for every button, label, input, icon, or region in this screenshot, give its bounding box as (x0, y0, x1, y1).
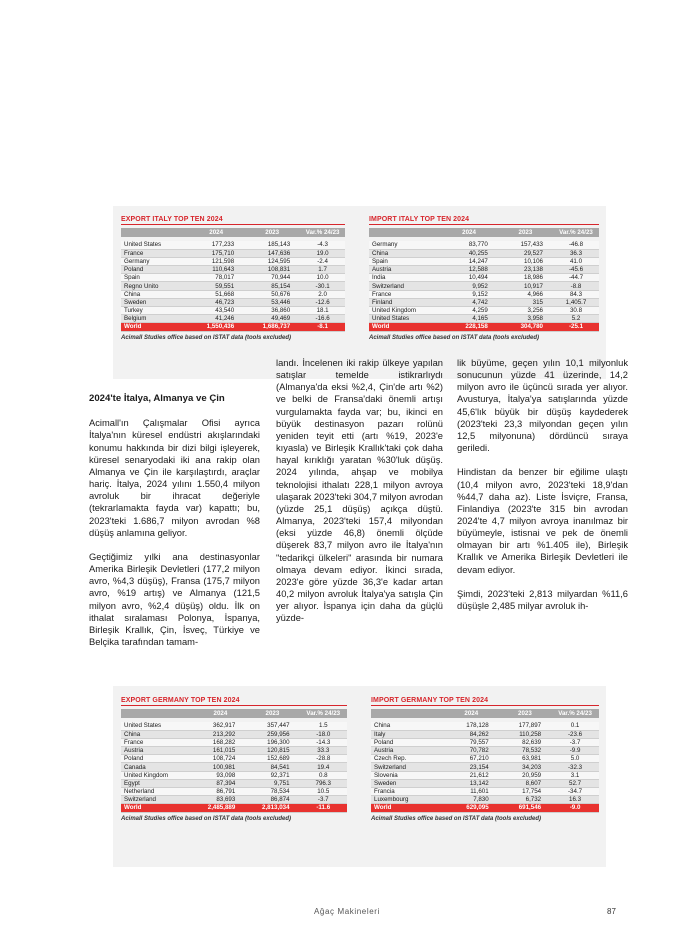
table-row (369, 274, 599, 282)
country-cell: India (369, 274, 440, 282)
country-cell: Switzerland (371, 763, 444, 771)
table-row (121, 779, 347, 787)
table-row (371, 747, 599, 755)
value-cell: 43,540 (188, 307, 244, 315)
article-column-1 (89, 393, 260, 648)
country-cell: United States (121, 722, 196, 730)
value-cell: 70,944 (244, 274, 300, 282)
value-cell: 53,446 (244, 298, 300, 306)
value-cell: 84.3 (553, 290, 599, 298)
country-cell: Germany (369, 241, 440, 249)
table-row (369, 315, 599, 323)
value-cell: 93,098 (196, 771, 246, 779)
value-cell: 10.0 (300, 274, 345, 282)
value-cell: -23.6 (551, 730, 599, 738)
value-cell: 36,860 (244, 307, 300, 315)
value-cell: 14,247 (440, 257, 498, 265)
paragraph: landı. İncelenen iki rakip ülkeye yapılan satışlar temelde istikrarlıydı (Almanya'da eksi %2,4, Çin'de artı %2) ve belki de Fransa'daki önemli artışı vurgulamakta fayda var; bu, ikinci en büyük destinasyon pazarı rolünü yeniden teyit etti (artı %19, 2023'e kıyasla) ve Birleşik Krallık'taki çok daha hayal kırıklığı yaratan %30'luk düşüş. 2024 yılında, ahşap ve mobilya teknolojisi ithalatı 228,1 milyon avroya ulaşarak 2023'teki 304,7 milyon avrodan (yüzde 25,1 düşüş) açıkça düştü. Almanya, 2023'teki 157,4 milyondan (eksi yüzde 46,8) önemli ölçüde düşerek 83,7 milyon avro ile İtalya'nın "tedarikçi ülkeleri" arasında bir numara olmaya devam ediyor. İkinci sırada, 2023'e göre yüzde 36,3'e kadar artan 40,2 milyon avroluk İtalya'ya satışla Çin yer alıyor. İspanya için daha da güçlü yüzde- (276, 358, 443, 624)
paragraph: Geçtiğimiz yılki ana destinasyonlar Amerika Birleşik Devletleri (177,2 milyon avro, %4,3 düşüş), Fransa (175,7 milyon avro, %19 artış) ve Almanya (121,5 milyon avro, %2,4 düşüş) oldu. İlk on ithalat sıralaması Polonya, İspanya, Birleşik Krallık, Çin, İsveç, Türkiye ve Belçika tarafından tamam- (89, 552, 260, 648)
value-cell: 3,256 (498, 307, 553, 315)
country-cell: Poland (121, 755, 196, 763)
value-cell: 86,874 (245, 796, 299, 804)
table-row (369, 298, 599, 306)
value-cell: -46.8 (553, 241, 599, 249)
value-cell: -28.8 (300, 755, 347, 763)
value-cell: 84,262 (444, 730, 499, 738)
value-cell: 92,371 (245, 771, 299, 779)
value-cell: 304,780 (498, 323, 553, 331)
table-title: IMPORT ITALY TOP TEN 2024 (369, 215, 599, 225)
country-cell: United States (121, 241, 188, 249)
value-cell: 161,015 (196, 747, 246, 755)
value-cell: 7,830 (444, 796, 499, 804)
value-cell: 21,612 (444, 771, 499, 779)
value-cell: 36.3 (553, 249, 599, 257)
table-row (371, 779, 599, 787)
value-cell: 259,956 (245, 730, 299, 738)
table-row (121, 241, 345, 249)
country-cell: World (121, 804, 196, 812)
value-cell: -8.8 (553, 282, 599, 290)
article-column-3 (457, 357, 628, 612)
value-cell: 50,676 (244, 290, 300, 298)
value-cell: 78,017 (188, 274, 244, 282)
value-cell: -11.6 (300, 804, 347, 812)
value-cell: 3,958 (498, 315, 553, 323)
table-row (121, 788, 347, 796)
value-cell: 1,550,436 (188, 323, 244, 331)
country-cell: Poland (121, 266, 188, 274)
table-row (369, 249, 599, 257)
value-cell: 19.0 (300, 249, 345, 257)
value-cell: 1,405.7 (553, 298, 599, 306)
value-cell: -14.3 (300, 738, 347, 746)
country-cell: United Kingdom (121, 771, 196, 779)
export-italy-table (121, 215, 345, 341)
country-cell: Slovenia (371, 771, 444, 779)
value-cell: 23,138 (498, 266, 553, 274)
country-cell: World (371, 804, 444, 812)
header-cell (369, 228, 440, 237)
table-row (121, 257, 345, 265)
table-row (369, 282, 599, 290)
value-cell: 6,732 (499, 796, 551, 804)
value-cell: 10,494 (440, 274, 498, 282)
value-cell: 16.3 (551, 796, 599, 804)
table-row (121, 249, 345, 257)
value-cell: 1.5 (300, 722, 347, 730)
value-cell: 4,259 (440, 307, 498, 315)
value-cell: -44.7 (553, 274, 599, 282)
table-row (371, 788, 599, 796)
paragraph: Hindistan da benzer bir eğilime ulaştı (10,4 milyon avro, 2023'teki 18,9'dan %44,7 daha az). Liste İsviçre, Fransa, Finlandiya (2023'te 315 bin avrodan 2024'te 4,7 milyon avroya inanılmaz bir büyümeyle, istisnai ve pek de önemli olmayan bir artı %1.405 ile), Birleşik Krallık ve Amerika Birleşik Devletleri ile devam ediyor. (457, 467, 628, 575)
value-cell: 1,686,737 (244, 323, 300, 331)
value-cell: 52.7 (551, 779, 599, 787)
value-cell: -9.0 (551, 804, 599, 812)
table-row (371, 771, 599, 779)
value-cell: -16.6 (300, 315, 345, 323)
country-cell: Germany (121, 257, 188, 265)
country-cell: Finland (369, 298, 440, 306)
value-cell: 4,165 (440, 315, 498, 323)
header-cell: 2024 (196, 709, 246, 718)
value-cell: 51,668 (188, 290, 244, 298)
table-source-note: Acimall Studies office based on ISTAT data (tools excluded) (121, 334, 292, 341)
value-cell: -18.0 (300, 730, 347, 738)
value-cell: 4,966 (498, 290, 553, 298)
value-cell: 34,203 (499, 763, 551, 771)
country-cell: World (121, 323, 188, 331)
value-cell: 110,643 (188, 266, 244, 274)
value-cell: 83,770 (440, 241, 498, 249)
value-cell: 17,754 (499, 788, 551, 796)
table-row (369, 241, 599, 249)
value-cell: -25.1 (553, 323, 599, 331)
paragraph: Şimdi, 2023'teki 2,813 milyardan %11,6 düşüşle 2,485 milyar avroluk ih- (457, 588, 628, 612)
value-cell: 124,595 (244, 257, 300, 265)
header-cell: Var.% 24/23 (300, 709, 347, 718)
value-cell: -3.7 (300, 796, 347, 804)
value-cell: 3.1 (551, 771, 599, 779)
table-row (121, 290, 345, 298)
table-row (121, 755, 347, 763)
value-cell: 4,742 (440, 298, 498, 306)
table-row (121, 730, 347, 738)
value-cell: 228,158 (440, 323, 498, 331)
header-cell: Var.% 24/23 (553, 228, 599, 237)
table-title: IMPORT GERMANY TOP TEN 2024 (371, 696, 599, 706)
value-cell: 12,588 (440, 266, 498, 274)
value-cell: -9.9 (551, 747, 599, 755)
header-cell: 2024 (440, 228, 498, 237)
table-total-row (371, 804, 599, 812)
value-cell: 2.0 (300, 290, 345, 298)
table-row (121, 266, 345, 274)
header-cell: 2024 (444, 709, 499, 718)
value-cell: 5.2 (553, 315, 599, 323)
table-row (369, 290, 599, 298)
table-row (121, 771, 347, 779)
country-cell: China (371, 722, 444, 730)
value-cell: 9,152 (440, 290, 498, 298)
value-cell: 10.5 (300, 788, 347, 796)
table-row (371, 722, 599, 730)
value-cell: 33.3 (300, 747, 347, 755)
value-cell: 168,282 (196, 738, 246, 746)
country-cell: Sweden (121, 298, 188, 306)
value-cell: 10,106 (498, 257, 553, 265)
value-cell: 82,639 (499, 738, 551, 746)
country-cell: Austria (371, 747, 444, 755)
table-title: EXPORT ITALY TOP TEN 2024 (121, 215, 345, 225)
country-cell: Poland (371, 738, 444, 746)
table-row (121, 307, 345, 315)
value-cell: 120,815 (245, 747, 299, 755)
country-cell: China (369, 249, 440, 257)
page-number: 87 (607, 907, 616, 916)
germany-tables-panel (113, 686, 606, 867)
header-cell: Var.% 24/23 (551, 709, 599, 718)
value-cell: 78,534 (245, 788, 299, 796)
value-cell: -12.6 (300, 298, 345, 306)
value-cell: 41.0 (553, 257, 599, 265)
value-cell: 67,210 (444, 755, 499, 763)
table-title: EXPORT GERMANY TOP TEN 2024 (121, 696, 347, 706)
article-heading: 2024'te İtalya, Almanya ve Çin (89, 393, 225, 404)
value-cell: 108,831 (244, 266, 300, 274)
value-cell: 196,300 (245, 738, 299, 746)
value-cell: 152,689 (245, 755, 299, 763)
value-cell: 5.0 (551, 755, 599, 763)
value-cell: 157,433 (498, 241, 553, 249)
country-cell: Belgium (121, 315, 188, 323)
value-cell: 0.1 (551, 722, 599, 730)
value-cell: -45.6 (553, 266, 599, 274)
value-cell: 85,154 (244, 282, 300, 290)
country-cell: Luxembourg (371, 796, 444, 804)
country-cell: China (121, 290, 188, 298)
country-cell: Switzerland (369, 282, 440, 290)
italy-tables-panel (113, 206, 606, 379)
value-cell: 177,233 (188, 241, 244, 249)
value-cell: 175,710 (188, 249, 244, 257)
table-row (121, 747, 347, 755)
table-row (121, 722, 347, 730)
value-cell: 87,394 (196, 779, 246, 787)
value-cell: 8,607 (499, 779, 551, 787)
value-cell: 19.4 (300, 763, 347, 771)
value-cell: 9,751 (245, 779, 299, 787)
value-cell: 315 (498, 298, 553, 306)
table-row (369, 257, 599, 265)
country-cell: China (121, 730, 196, 738)
table-row (121, 738, 347, 746)
table-row (369, 266, 599, 274)
value-cell: 1.7 (300, 266, 345, 274)
country-cell: Austria (121, 747, 196, 755)
country-cell: Czech Rep. (371, 755, 444, 763)
value-cell: 213,292 (196, 730, 246, 738)
value-cell: 29,527 (498, 249, 553, 257)
value-cell: 0.8 (300, 771, 347, 779)
value-cell: 362,917 (196, 722, 246, 730)
value-cell: 100,981 (196, 763, 246, 771)
table-total-row (369, 323, 599, 331)
value-cell: 46,723 (188, 298, 244, 306)
table-row (371, 763, 599, 771)
table-total-row (121, 804, 347, 812)
paragraph: Acimall'ın Çalışmalar Ofisi ayrıca İtalya'nın küresel endüstri akışlarındaki konumu hakkında bir dizi bilgi işleyerek, küresel senaryodaki iki ana rakip olan Almanya ve Çin ile karşılaştırdı, araçlar hariç. İtalya, 2024 yılını 1.550,4 milyon avroluk bir ihracat değeriyle (tekrarlamakta fayda var) kapattı; bu, 2023'teki 1.686,7 milyon avrodan %8 düşüş anlamına geliyor. (89, 418, 260, 538)
value-cell: 63,981 (499, 755, 551, 763)
header-cell: 2023 (244, 228, 300, 237)
value-cell: 70,782 (444, 747, 499, 755)
value-cell: 41,246 (188, 315, 244, 323)
value-cell: 13,142 (444, 779, 499, 787)
value-cell: 11,601 (444, 788, 499, 796)
value-cell: 18,986 (498, 274, 553, 282)
value-cell: 78,532 (499, 747, 551, 755)
header-cell: 2023 (245, 709, 299, 718)
value-cell: 9,952 (440, 282, 498, 290)
country-cell: Netherland (121, 788, 196, 796)
country-cell: Egypt (121, 779, 196, 787)
value-cell: 357,447 (245, 722, 299, 730)
header-cell: Var.% 24/23 (300, 228, 345, 237)
table-row (121, 274, 345, 282)
header-cell: 2023 (499, 709, 551, 718)
country-cell: World (369, 323, 440, 331)
footer-magazine-title: Ağaç Makineleri (314, 907, 380, 916)
value-cell: 178,128 (444, 722, 499, 730)
value-cell: 20,959 (499, 771, 551, 779)
value-cell: 177,897 (499, 722, 551, 730)
table-row (121, 796, 347, 804)
article-column-2 (276, 357, 443, 624)
value-cell: 185,143 (244, 241, 300, 249)
value-cell: -3.7 (551, 738, 599, 746)
table-total-row (121, 323, 345, 331)
table-row (121, 282, 345, 290)
country-cell: Turkey (121, 307, 188, 315)
table-row (371, 738, 599, 746)
header-cell (121, 709, 196, 718)
paragraph: lik büyüme, geçen yılın 10,1 milyonluk sonucunun yüzde 41 üzerinde, 14,2 milyon avro ile üçüncü sırada yer alıyor. Avusturya, İtalya'ya satışlarında yüzde 45,6'lık büyük bir düşüş kaydederek (2023'teki 23,3 milyondan geçen yılın 12,5 milyonuna) dördüncü sıraya geriledi. (457, 358, 628, 454)
value-cell: 121,598 (188, 257, 244, 265)
country-cell: Spain (369, 257, 440, 265)
value-cell: 2,485,889 (196, 804, 246, 812)
value-cell: 796.3 (300, 779, 347, 787)
value-cell: -32.3 (551, 763, 599, 771)
value-cell: 79,557 (444, 738, 499, 746)
value-cell: 691,546 (499, 804, 551, 812)
value-cell: -2.4 (300, 257, 345, 265)
table-source-note: Acimall Studies office based on ISTAT data (tools excluded) (121, 815, 292, 822)
table-source-note: Acimall Studies office based on ISTAT data (tools excluded) (369, 334, 540, 341)
country-cell: Switzerland (121, 796, 196, 804)
value-cell: 2,813,034 (245, 804, 299, 812)
value-cell: -34.7 (551, 788, 599, 796)
header-cell (121, 228, 188, 237)
value-cell: 83,693 (196, 796, 246, 804)
country-cell: Canada (121, 763, 196, 771)
value-cell: 40,255 (440, 249, 498, 257)
value-cell: 18.1 (300, 307, 345, 315)
country-cell: Sweden (371, 779, 444, 787)
table-row (371, 755, 599, 763)
country-cell: Italy (371, 730, 444, 738)
header-cell (371, 709, 444, 718)
value-cell: -30.1 (300, 282, 345, 290)
country-cell: France (121, 249, 188, 257)
import-italy-table (369, 215, 599, 341)
value-cell: 110,258 (499, 730, 551, 738)
value-cell: 59,551 (188, 282, 244, 290)
value-cell: 49,469 (244, 315, 300, 323)
value-cell: 147,636 (244, 249, 300, 257)
country-cell: Regno Unito (121, 282, 188, 290)
value-cell: 30.8 (553, 307, 599, 315)
table-row (121, 298, 345, 306)
value-cell: 23,154 (444, 763, 499, 771)
value-cell: -4.3 (300, 241, 345, 249)
country-cell: United Kingdom (369, 307, 440, 315)
value-cell: -8.1 (300, 323, 345, 331)
country-cell: France (369, 290, 440, 298)
country-cell: Austria (369, 266, 440, 274)
header-cell: 2024 (188, 228, 244, 237)
country-cell: France (121, 738, 196, 746)
country-cell: United States (369, 315, 440, 323)
country-cell: Spain (121, 274, 188, 282)
country-cell: Francia (371, 788, 444, 796)
table-row (369, 307, 599, 315)
value-cell: 86,791 (196, 788, 246, 796)
value-cell: 108,724 (196, 755, 246, 763)
table-source-note: Acimall Studies office based on ISTAT data (tools excluded) (371, 815, 542, 822)
header-cell: 2023 (498, 228, 553, 237)
value-cell: 10,917 (498, 282, 553, 290)
export-germany-table (121, 696, 347, 822)
value-cell: 629,095 (444, 804, 499, 812)
table-row (371, 796, 599, 804)
table-row (121, 763, 347, 771)
import-germany-table (371, 696, 599, 822)
table-row (121, 315, 345, 323)
table-row (371, 730, 599, 738)
value-cell: 84,541 (245, 763, 299, 771)
